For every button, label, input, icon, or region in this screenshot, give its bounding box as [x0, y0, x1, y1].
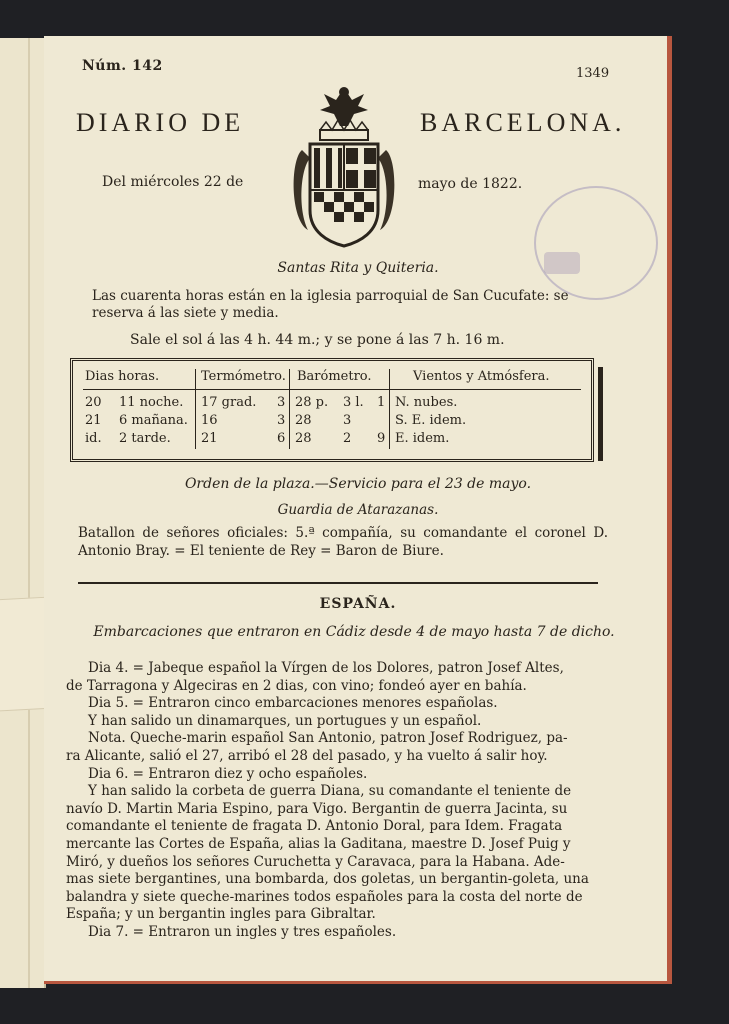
article-line: ra Alicante, salió el 27, arribó el 28 del pasado, y ha vuelto á salir hoy.: [66, 747, 548, 764]
header-dias-horas: Dias horas.: [85, 369, 160, 384]
article-line: Y han salido la corbeta de guerra Diana, su comandante el teniente de: [88, 783, 572, 800]
section-divider: [78, 582, 598, 584]
cell-viento: S. E. idem.: [395, 413, 467, 428]
column-divider: [389, 369, 390, 449]
embarcaciones-heading: Embarcaciones que entraron en Cádiz desde 4 de mayo hasta 7 de dicho.: [93, 624, 615, 640]
cell-termo: 17 grad.: [201, 395, 257, 410]
date-right: mayo de 1822.: [418, 176, 523, 192]
article-line: de Tarragona y Algeciras en 2 dias, con vino; fondeó ayer en bahía.: [66, 677, 527, 694]
cell-viento: E. idem.: [395, 431, 450, 446]
guardia-heading: Guardia de Atarazanas.: [277, 502, 439, 518]
cell-baro: 28 p.: [295, 395, 329, 410]
article-line: Nota. Queche-marin español San Antonio, patron Josef Rodriguez, pa-: [88, 730, 568, 747]
article-line: Y han salido un dinamarques, un portugues y un español.: [88, 712, 482, 729]
article-line: Miró, y dueños los señores Curuchetta y Caravaca, para la Habana. Ade-: [66, 853, 565, 870]
coat-of-arms-icon: [284, 80, 404, 250]
column-divider: [195, 369, 196, 449]
newspaper-page: [44, 36, 672, 984]
cell-termo-lines: 3: [277, 413, 286, 428]
article-line: España; y un bergantin ingles para Gibraltar.: [66, 906, 376, 923]
article-line: mercante las Cortes de España, alias la Gaditana, maestre D. Josef Puig y: [66, 835, 571, 852]
cell-hora: 2 tarde.: [119, 431, 171, 446]
table-side-bar: [598, 367, 603, 461]
cell-hora: 11 noche.: [119, 395, 184, 410]
cell-termo-lines: 6: [277, 431, 286, 446]
cell-dia: 21: [85, 413, 102, 428]
article-line: comandante el teniente de fragata D. Antonio Doral, para Idem. Fragata: [66, 818, 563, 835]
article-line: navío D. Martin Maria Espino, para Vigo. Bergantin de guerra Jacinta, su: [66, 800, 568, 817]
cell-baro-lines: 3 l.: [343, 395, 364, 410]
header-barometro: Barómetro.: [297, 369, 372, 384]
article-body: [66, 660, 606, 942]
cell-baro-lines: 2: [343, 431, 352, 446]
masthead-title-right: BARCELONA.: [420, 108, 626, 137]
article-line: Dia 7. = Entraron un ingles y tres españoles.: [88, 923, 397, 940]
cell-dia: 20: [85, 395, 102, 410]
cell-termo-lines: 3: [277, 395, 286, 410]
column-divider: [289, 369, 290, 449]
cuarenta-horas-notice: Las cuarenta horas están en la iglesia parroquial de San Cucufate: se reserva á las siete y media.: [92, 288, 569, 321]
cell-baro-lines: 3: [343, 413, 352, 428]
cell-baro: 28: [295, 413, 312, 428]
date-left: Del miércoles 22 de: [102, 174, 244, 190]
page-folio: 1349: [576, 66, 610, 81]
table-header-rule: [83, 389, 581, 390]
sunrise-sunset: Sale el sol á las 4 h. 44 m.; y se pone á las 7 h. 16 m.: [130, 332, 505, 348]
cell-baro-points: 1: [377, 395, 386, 410]
header-vientos: Vientos y Atmósfera.: [413, 369, 550, 384]
weather-table: [70, 358, 594, 462]
page-fold: [28, 38, 30, 988]
article-line: Dia 6. = Entraron diez y ocho españoles.: [88, 765, 368, 782]
masthead-title-left: DIARIO DE: [76, 108, 245, 137]
cell-baro: 28: [295, 431, 312, 446]
issue-number: Núm. 142: [82, 58, 163, 74]
article-line: balandra y siete queche-marines todos españoles para la costa del norte de: [66, 888, 583, 905]
article-line: Dia 5. = Entraron cinco embarcaciones menores españolas.: [88, 695, 498, 712]
saints-of-day: Santas Rita y Quiteria.: [277, 260, 439, 276]
cell-termo: 21: [201, 431, 218, 446]
cell-viento: N. nubes.: [395, 395, 458, 410]
cell-hora: 6 mañana.: [119, 413, 188, 428]
cell-termo: 16: [201, 413, 218, 428]
cell-dia: id.: [85, 431, 102, 446]
facing-page-edge: [0, 38, 46, 988]
batallon-notice: Batallon de señores oficiales: 5.ª compañía, su comandante el coronel D. Antonio Bray. = El teniente de Rey = Baron de Biure.: [78, 525, 608, 559]
article-line: Dia 4. = Jabeque español la Vírgen de los Dolores, patron Josef Altes,: [88, 660, 564, 676]
cell-baro-points: 9: [377, 431, 386, 446]
header-termometro: Termómetro.: [201, 369, 286, 384]
article-line: mas siete bergantines, una bombarda, dos goletas, un bergantin-goleta, una: [66, 871, 589, 888]
library-stamp-icon: [534, 186, 658, 300]
orden-de-la-plaza: Orden de la plaza.—Servicio para el 23 de mayo.: [184, 476, 532, 492]
section-title: ESPAÑA.: [319, 596, 397, 612]
